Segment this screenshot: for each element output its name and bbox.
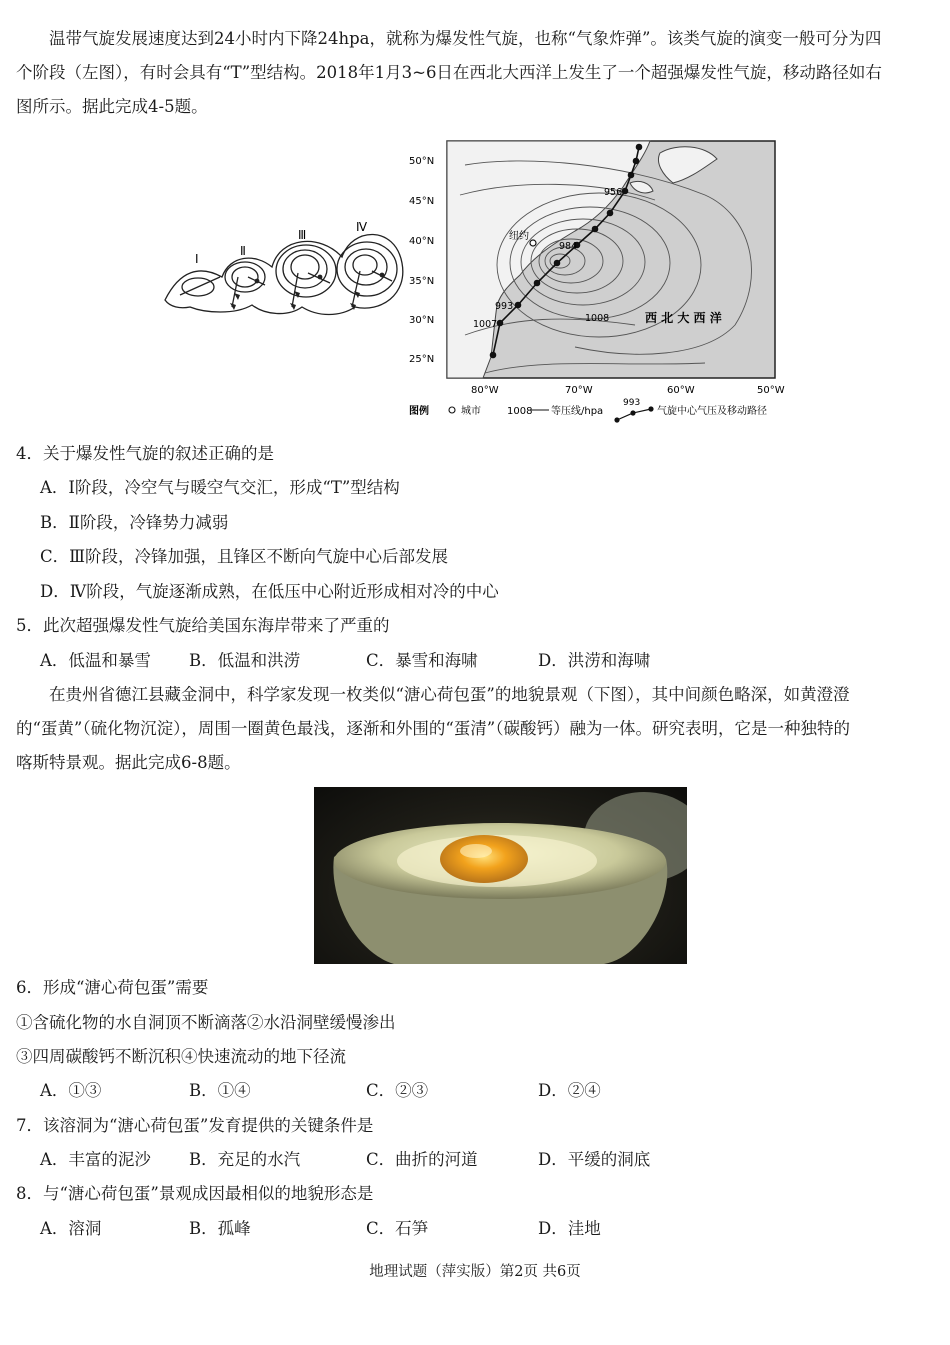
pressure-label: 984	[559, 241, 578, 252]
legend-isobar: 等压线/hpa	[551, 406, 604, 417]
intro-passage-line: 的“蛋黄”（硫化物沉淀），周围一圈黄色最浅，逐渐和外围的“蛋清”（碳酸钙）融为一体。研究表明，它是一种独特的	[16, 719, 850, 738]
intro-passage-line: 个阶段（左图），有时会具有“T”型结构。2018年1月3~6日在西北大西洋上发生了一个超强爆发性气旋，移动路径如右	[16, 63, 882, 82]
question-6-option-b: B．①④	[189, 1081, 251, 1100]
pressure-label: 1008	[585, 313, 610, 324]
question-5-stem: 5．此次超强爆发性气旋给美国东海岸带来了严重的	[16, 616, 390, 635]
question-6-option-c: C．②③	[366, 1081, 429, 1100]
question-4-option-c: C．Ⅲ阶段，冷锋加强，且锋区不断向气旋中心后部发展	[40, 547, 449, 566]
stage-label-1: Ⅰ	[195, 252, 199, 266]
question-5-option-b: B．低温和洪涝	[189, 651, 301, 670]
pressure-label: 993	[495, 301, 514, 312]
question-7-option-b: B．充足的水汽	[189, 1150, 301, 1169]
question-6-option-d: D．②④	[538, 1081, 601, 1100]
question-8-option-d: D．洼地	[538, 1219, 601, 1238]
city-label: 纽约	[509, 231, 529, 242]
question-7-stem: 7．该溶洞为“溏心荷包蛋”发育提供的关键条件是	[16, 1116, 374, 1135]
lat-label: 35°N	[409, 276, 435, 287]
lat-label: 50°N	[409, 156, 435, 167]
cyclone-track-map	[405, 135, 800, 425]
question-6-statement-2: ③四周碳酸钙不断沉积④快速流动的地下径流	[16, 1047, 346, 1066]
lat-label: 45°N	[409, 196, 435, 207]
intro-passage-line: 在贵州省德江县藏金洞中，科学家发现一枚类似“溏心荷包蛋”的地貌景观（下图），其中间颜色略深，如黄澄澄	[49, 685, 850, 704]
legend-city: 城市	[461, 406, 481, 417]
karst-egg-photo	[314, 787, 687, 964]
question-4-option-a: A．Ⅰ阶段，冷空气与暖空气交汇，形成“T”型结构	[40, 478, 400, 497]
question-8-stem: 8．与“溏心荷包蛋”景观成因最相似的地貌形态是	[16, 1184, 374, 1203]
ocean-label: 西 北 大 西 洋	[645, 311, 722, 325]
legend-track: 气旋中心气压及移动路径	[657, 406, 767, 417]
map-legend	[409, 398, 767, 423]
lon-label: 70°W	[565, 385, 593, 396]
pressure-label: 956	[604, 187, 623, 198]
intro-passage-karst	[16, 678, 934, 780]
intro-passage-cyclone	[16, 22, 934, 124]
lat-label: 30°N	[409, 315, 435, 326]
intro-passage-line: 温带气旋发展速度达到24小时内下降24hpa，就称为爆发性气旋，也称“气象炸弹”。该类气旋的演变一般可分为四	[49, 29, 882, 48]
stage-label-3: Ⅲ	[298, 228, 307, 242]
question-4-option-b: B．Ⅱ阶段，冷锋势力减弱	[40, 513, 229, 532]
intro-passage-line: 图所示。据此完成4-5题。	[16, 97, 208, 116]
question-7-option-a: A．丰富的泥沙	[40, 1150, 151, 1169]
question-8-option-b: B．孤峰	[189, 1219, 251, 1238]
legend-title: 图例	[409, 406, 429, 417]
question-4-option-d: D．Ⅳ阶段，气旋逐渐成熟，在低压中心附近形成相对冷的中心	[40, 582, 499, 601]
question-6-option-a: A．①③	[40, 1081, 102, 1100]
question-8-option-c: C．石笋	[366, 1219, 429, 1238]
lat-label: 40°N	[409, 236, 435, 247]
lon-label: 60°W	[667, 385, 695, 396]
cyclone-stage-diagram	[160, 215, 410, 325]
intro-passage-line: 喀斯特景观。据此完成6-8题。	[16, 753, 241, 772]
page-footer: 地理试题（萍实版）第2页 共6页	[369, 1264, 581, 1280]
legend-isobar-value: 1008	[507, 406, 533, 417]
stage-label-4: Ⅳ	[356, 220, 368, 234]
legend-track-value: 993	[623, 398, 641, 408]
question-5-option-d: D．洪涝和海啸	[538, 651, 651, 670]
question-7-option-d: D．平缓的洞底	[538, 1150, 651, 1169]
question-6-statement-1: ①含硫化物的水自洞顶不断滴落②水沿洞壁缓慢渗出	[16, 1013, 396, 1032]
pressure-label: 1007	[473, 319, 498, 330]
question-5-option-c: C．暴雪和海啸	[366, 651, 478, 670]
question-5-option-a: A．低温和暴雪	[40, 651, 151, 670]
lon-label: 50°W	[757, 385, 785, 396]
lat-label: 25°N	[409, 354, 435, 365]
question-8-option-a: A．溶洞	[40, 1219, 102, 1238]
city-marker	[530, 240, 536, 246]
lon-label: 80°W	[471, 385, 499, 396]
question-6-stem: 6．形成“溏心荷包蛋”需要	[16, 978, 209, 997]
question-7-option-c: C．曲折的河道	[366, 1150, 478, 1169]
question-4-stem: 4．关于爆发性气旋的叙述正确的是	[16, 444, 274, 463]
stage-label-2: Ⅱ	[240, 244, 246, 258]
